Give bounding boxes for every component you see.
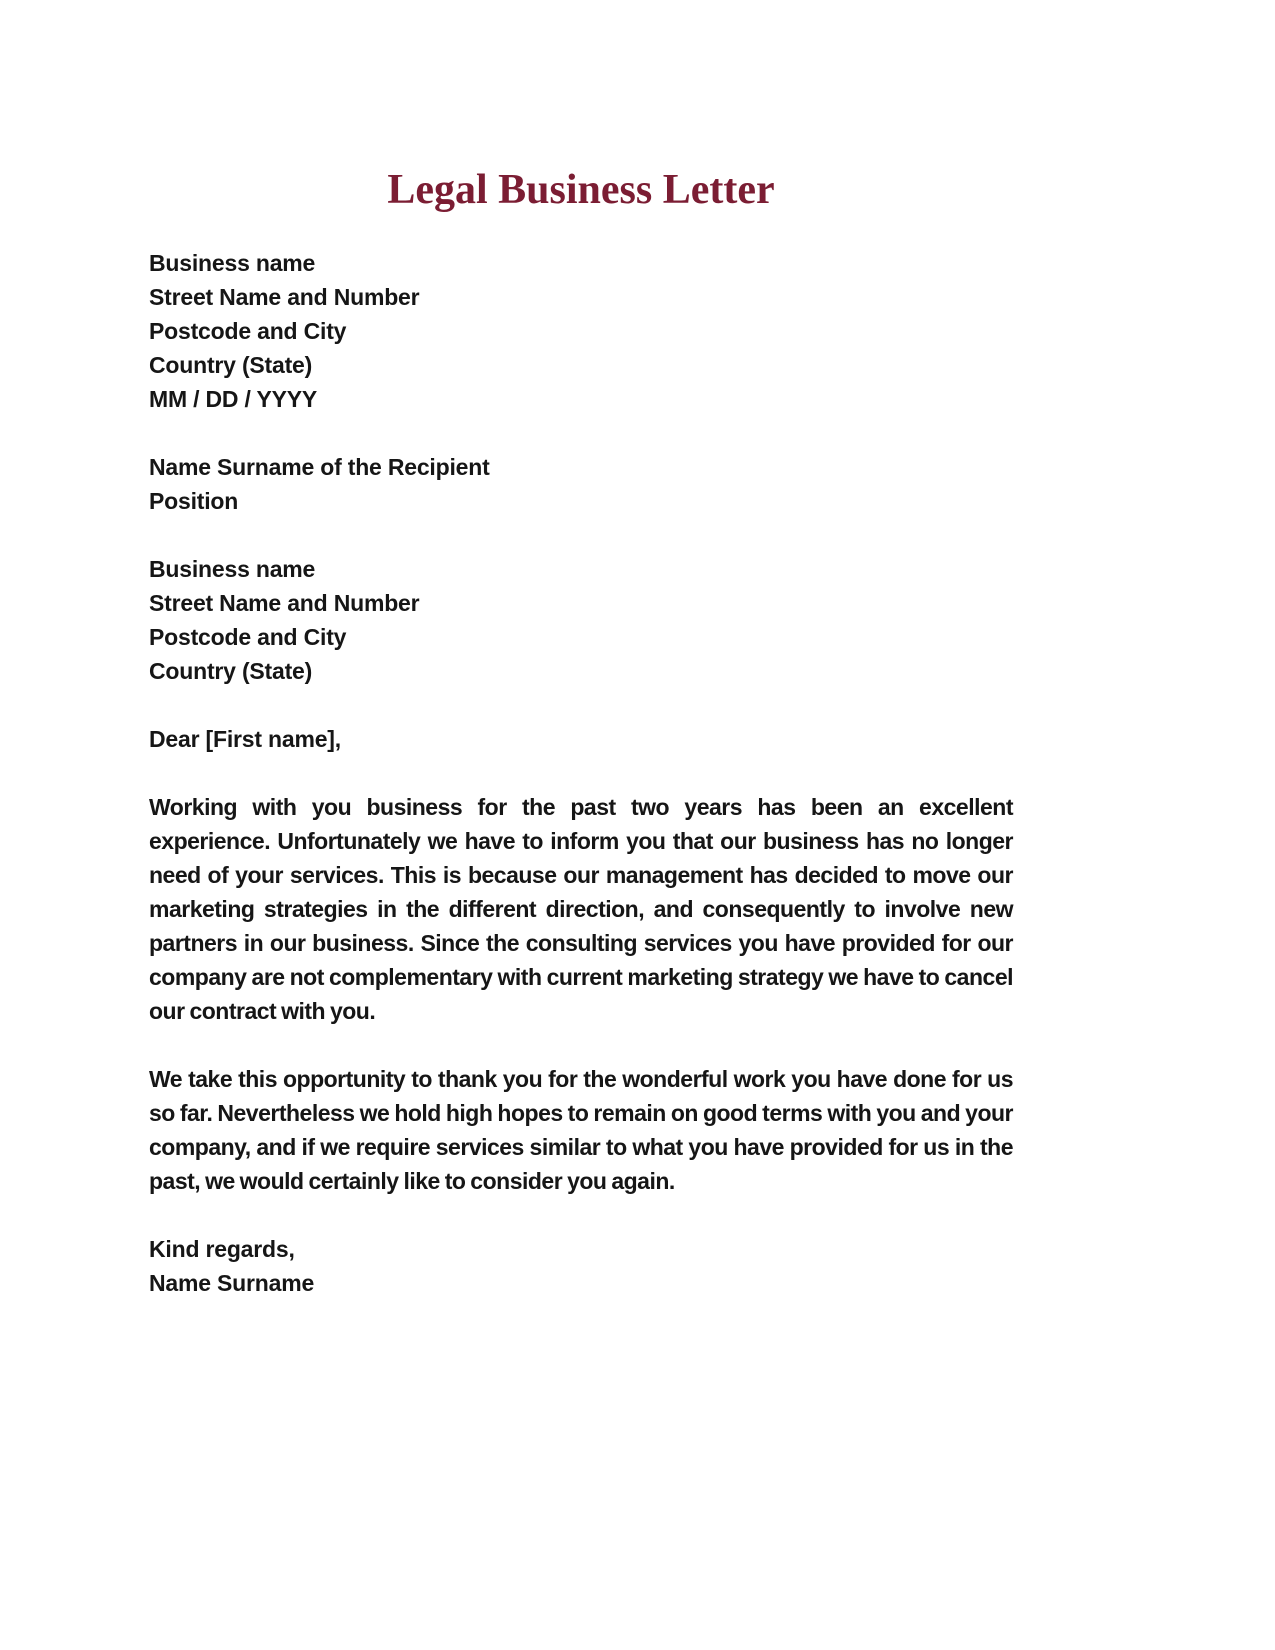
sender-street: Street Name and Number — [149, 284, 420, 310]
letter-date: MM / DD / YYYY — [149, 386, 318, 412]
recipient-business-name: Business name — [149, 556, 316, 582]
recipient-position: Position — [149, 488, 239, 514]
recipient-address-block — [149, 552, 1013, 688]
sender-business-name: Business name — [149, 250, 316, 276]
body-paragraph-1: Working with you business for the past two years has been an excellent experience. Unfortunately we have to inform you that our business has no longer need of your services. This is because our management has decided to move our marketing strategies in the different direction, and consequently to involve new partners in our business. Since the consulting services you have provided for our company are not complementary with current marketing strategy we have to cancel our contract with you. — [149, 794, 1013, 1024]
closing-valediction: Kind regards, — [149, 1236, 295, 1262]
recipient-country: Country (State) — [149, 658, 313, 684]
sender-postcode-city: Postcode and City — [149, 318, 347, 344]
salutation: Dear [First name], — [149, 726, 341, 752]
body-paragraph-2: We take this opportunity to thank you for the wonderful work you have done for us so far. Nevertheless we hold high hopes to remain on good terms with you and your company, and if we require services similar to what you have provided for us in the past, we would certainly like to consider you again. — [149, 1066, 1013, 1194]
letter-content — [149, 168, 1013, 1334]
closing-block — [149, 1232, 1013, 1300]
sender-country: Country (State) — [149, 352, 313, 378]
sender-address-block — [149, 246, 1013, 416]
signature-name: Name Surname — [149, 1270, 315, 1296]
recipient-name: Name Surname of the Recipient — [149, 454, 490, 480]
recipient-name-block — [149, 450, 1013, 518]
recipient-street: Street Name and Number — [149, 590, 420, 616]
recipient-postcode-city: Postcode and City — [149, 624, 347, 650]
letter-title: Legal Business Letter — [387, 167, 775, 213]
salutation-block — [149, 722, 1013, 756]
